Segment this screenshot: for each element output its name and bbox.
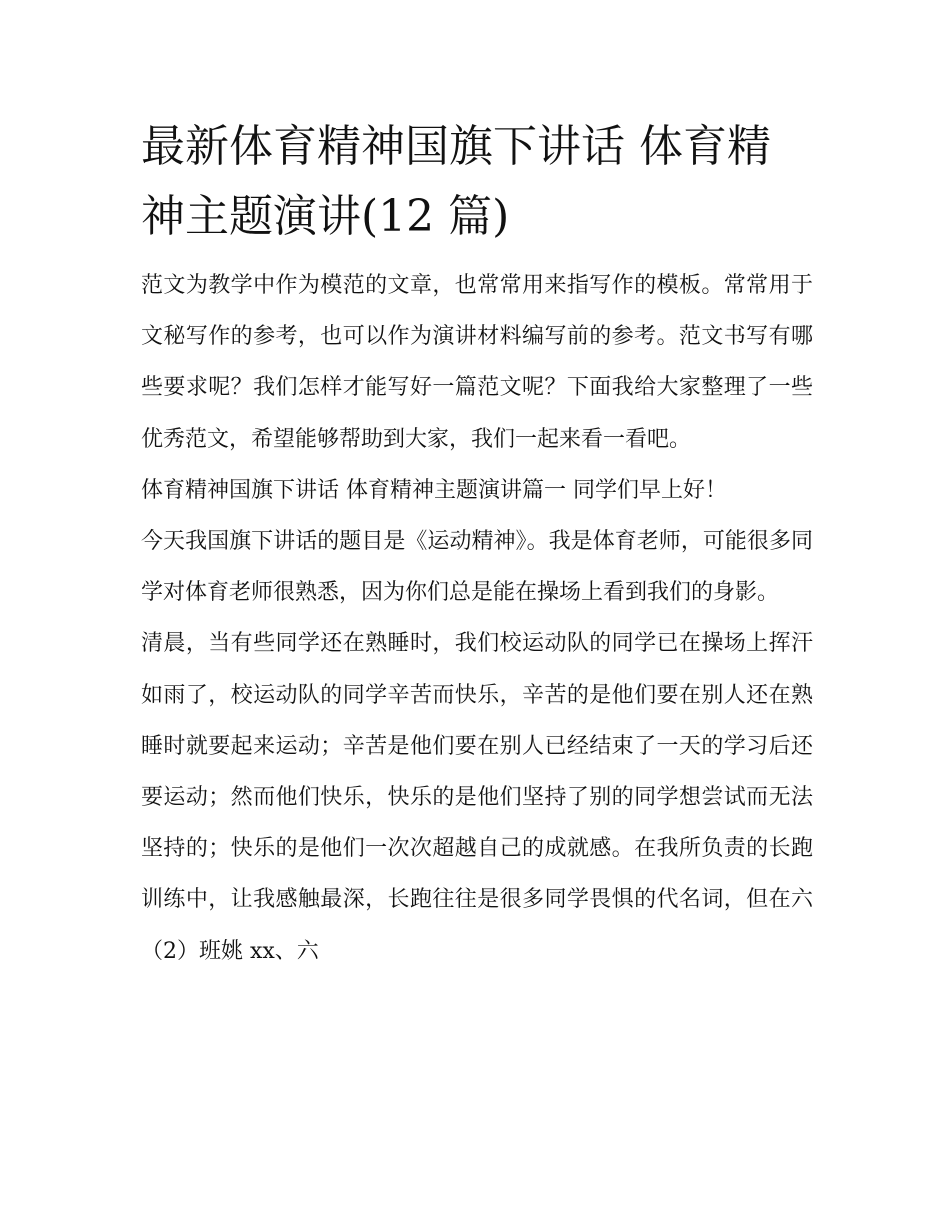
- paragraph-speech-topic: 今天我国旗下讲话的题目是《运动精神》。我是体育老师，可能很多同学对体育老师很熟悉，因为你们总是能在操场上看到我们的身影。: [141, 529, 813, 606]
- document-title: 最新体育精神国旗下讲话 体育精神主题演讲(12 篇): [141, 121, 771, 242]
- paragraph-morning-training: 清晨，当有些同学还在熟睡时，我们校运动队的同学已在操场上挥汗如雨了，校运动队的同学辛苦而快乐，辛苦的是他们要在别人还在熟睡时就要起来运动；辛苦是他们要在别人已经结束了一天的学习后还要运动；然而他们快乐，快乐的是他们坚持了别的同学想尝试而无法坚持的；快乐的是他们一次次超越自己的成就感。在我所负责的长跑训练中，让我感触最深，长跑往往是很多同学畏惧的代名词，但在六（2）班姚 xx、六: [141, 631, 813, 964]
- document-content: [141, 112, 813, 977]
- paragraph-intro: 范文为教学中作为模范的文章，也常常用来指写作的模板。常常用于文秘写作的参考，也可以作为演讲材料编写前的参考。范文书写有哪些要求呢？我们怎样才能写好一篇范文呢？下面我给大家整理了一些优秀范文，希望能够帮助到大家，我们一起来看一看吧。: [141, 273, 813, 452]
- document-body: [141, 260, 813, 977]
- paragraph-section-heading: 体育精神国旗下讲话 体育精神主题演讲篇一 同学们早上好！: [141, 477, 727, 503]
